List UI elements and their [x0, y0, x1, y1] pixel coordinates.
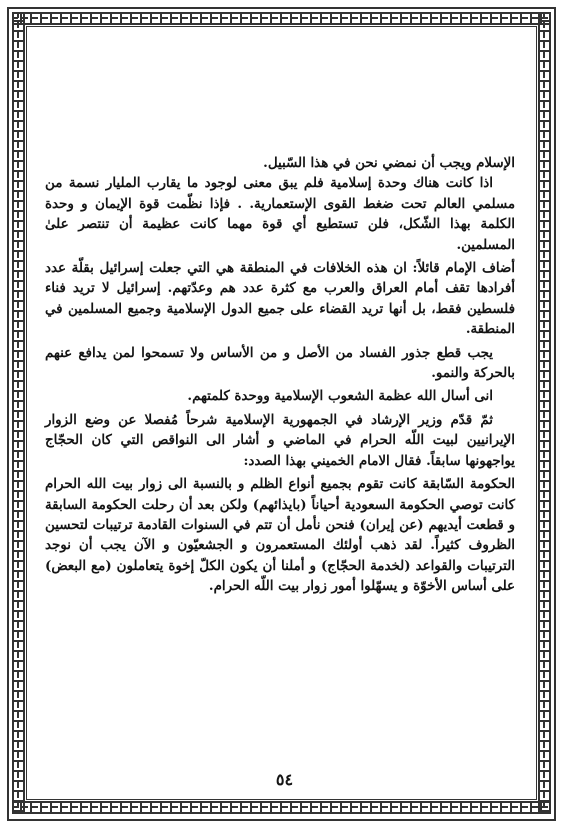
paragraph-minister: ثمّ قدّم وزير الإرشاد في الجمهورية الإسلامية شرحاً مُفصلا عن وضع الزوار الإيرانيين لبيت اللّه الحرام في الماضي و أشار الى النواقص التي كان الحجّاج يواجهونها سابقاً. فقال الامام الخميني بهذا الصدد: [45, 411, 515, 469]
paragraph-imam-added: أضاف الإمام قائلاً: ان هذه الخلافات في المنطقة هي التي جعلت إسرائيل بقلّة عدد أفرادها تقف أمام العراق والعرب مع كثرة عدد هم وعدّتهم. إسرائيل لا تريد فناء فلسطين فقط، بل أنها تريد القضاء على جميع الدول الإسلامية وجميع المسلمين في المنطقة. [45, 260, 515, 338]
paragraph-prayer: انى أسال الله عظمة الشعوب الإسلامية ووحدة كلمتهم. [187, 388, 493, 405]
ornament-band-right [538, 12, 551, 814]
page-body [45, 153, 515, 597]
ornament-band-top [12, 12, 551, 25]
paragraph-previous-government: الحكومة السّابقة كانت تقوم بجميع أنواع الظلم و بالنسبة الى زوار بيت الله الحرام كانت توصي الحكومة السعودية أحياناً (بايذائهم) ولكن بعد أن رحلت الحكومة السابقة و قطعت أيديهم (عن إيران) فنحن نأمل أن تتم في السنوات القادمة ترتيبات لتحسين الظروف كثيراً. لقد ذهب أولئك المستعمرون و الجشعيّون و الآن يجب أن نوجد الترتيبات والقواعد (لخدمة الحجّاج) و أملنا أن يكون الكلّ إخوة يتعاملون (مع البعض) على أساس الأخوّة و يسهّلوا أمور زوار بيت اللّه الحرام. [45, 476, 515, 595]
paragraph-continuation: الإسلام ويجب أن نمضي نحن في هذا السّبيل. [263, 155, 515, 171]
ornament-band-bottom [12, 801, 551, 814]
ornament-band-left [12, 12, 25, 814]
paragraph-unity: اذا كانت هناك وحدة إسلامية فلم يبق معنى لوجود ما يقارب المليار نسمة من مسلمي العالم تحت ضغط القوى الإستعمارية. . فإذا نظّمت قوة الإيمان و وحدة الكلمة بهذا الشّكل، فلن تستطيع أي قوة مهما كانت عظيمة أن تنتصر علىٰ المسلمين. [45, 175, 515, 253]
paragraph-uproot-corruption: يجب قطع جذور الفساد من الأصل و من الأساس ولا تسمحوا لمن يدافع عنهم بالحركة والنمو. [45, 344, 515, 382]
page-number: ٥٤ [275, 770, 294, 789]
